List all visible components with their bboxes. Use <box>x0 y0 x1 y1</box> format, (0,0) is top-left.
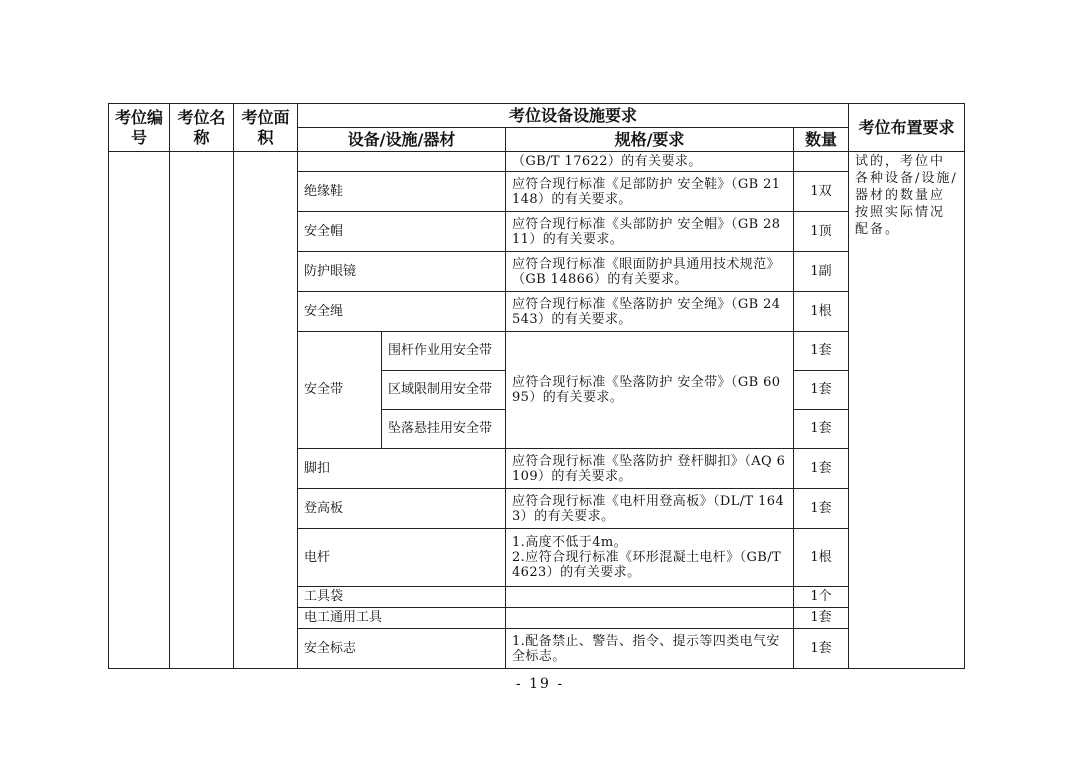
pole-spec-line: 2.应符合现行标准《环形混凝土电杆》（GB/T 4623）的有关要求。 <box>512 550 782 580</box>
safety-belt-subitem: 区域限制用安全带 <box>382 371 506 410</box>
safety-belt-qty: 1套 <box>794 332 849 371</box>
header-exam-no: 考位编号 <box>109 104 170 152</box>
header-quantity: 数量 <box>794 128 849 152</box>
equipment-name: 安全标志 <box>298 629 506 669</box>
safety-belt-subitem: 围杆作业用安全带 <box>382 332 506 371</box>
header-exam-area: 考位面积 <box>234 104 298 152</box>
equipment-qty: 1副 <box>794 252 849 292</box>
pole-name: 电杆 <box>298 529 506 587</box>
exam-no-cell <box>109 152 170 669</box>
equipment-name: 防护眼镜 <box>298 252 506 292</box>
equipment-requirements-table <box>108 103 965 669</box>
safety-belt-qty: 1套 <box>794 410 849 449</box>
header-layout: 考位布置要求 <box>849 104 965 152</box>
equipment-qty: 1根 <box>794 292 849 332</box>
equipment-qty: 1套 <box>794 608 849 629</box>
layout-note: 试的，考位中各种设备/设施/器材的数量应按照实际情况配备。 <box>849 152 965 669</box>
exam-name-cell <box>170 152 234 669</box>
equipment-spec: 1.配备禁止、警告、指令、提示等四类电气安全标志。 <box>506 629 794 669</box>
equipment-spec: 应符合现行标准《坠落防护 登杆脚扣》（AQ 6109）的有关要求。 <box>506 449 794 489</box>
header-spec: 规格/要求 <box>506 128 794 152</box>
equipment-qty: 1套 <box>794 489 849 529</box>
equipment-name: 登高板 <box>298 489 506 529</box>
exam-area-cell <box>234 152 298 669</box>
equipment-name: 安全绳 <box>298 292 506 332</box>
page-number: - 19 - <box>515 676 565 692</box>
equipment-name: 绝缘鞋 <box>298 172 506 212</box>
equipment-spec <box>506 608 794 629</box>
safety-belt-subitem: 坠落悬挂用安全带 <box>382 410 506 449</box>
equipment-spec: 应符合现行标准《电杆用登高板》（DL/T 1643）的有关要求。 <box>506 489 794 529</box>
equipment-spec: 应符合现行标准《头部防护 安全帽》（GB 2811）的有关要求。 <box>506 212 794 252</box>
equipment-name: 工具袋 <box>298 587 506 608</box>
equipment-name: 脚扣 <box>298 449 506 489</box>
equipment-name: 安全帽 <box>298 212 506 252</box>
continued-spec: （GB/T 17622）的有关要求。 <box>506 152 794 172</box>
equipment-spec <box>506 587 794 608</box>
safety-belt-spec: 应符合现行标准《坠落防护 安全带》（GB 6095）的有关要求。 <box>506 332 794 449</box>
equipment-name: 电工通用工具 <box>298 608 506 629</box>
header-equipment-group: 考位设备设施要求 <box>298 104 849 128</box>
header-equipment: 设备/设施/器材 <box>298 128 506 152</box>
equipment-qty: 1套 <box>794 449 849 489</box>
equipment-spec: 应符合现行标准《眼面防护具通用技术规范》（GB 14866）的有关要求。 <box>506 252 794 292</box>
pole-spec <box>506 529 794 587</box>
continued-equipment-cell <box>298 152 506 172</box>
continued-qty <box>794 152 849 172</box>
safety-belt-qty: 1套 <box>794 371 849 410</box>
pole-qty: 1根 <box>794 529 849 587</box>
safety-belt-name: 安全带 <box>298 332 382 449</box>
equipment-spec: 应符合现行标准《足部防护 安全鞋》（GB 21148）的有关要求。 <box>506 172 794 212</box>
equipment-qty: 1双 <box>794 172 849 212</box>
header-exam-name: 考位名称 <box>170 104 234 152</box>
equipment-qty: 1个 <box>794 587 849 608</box>
pole-spec-line: 1.高度不低于4m。 <box>512 535 628 550</box>
equipment-spec: 应符合现行标准《坠落防护 安全绳》（GB 24543）的有关要求。 <box>506 292 794 332</box>
equipment-qty: 1顶 <box>794 212 849 252</box>
equipment-qty: 1套 <box>794 629 849 669</box>
